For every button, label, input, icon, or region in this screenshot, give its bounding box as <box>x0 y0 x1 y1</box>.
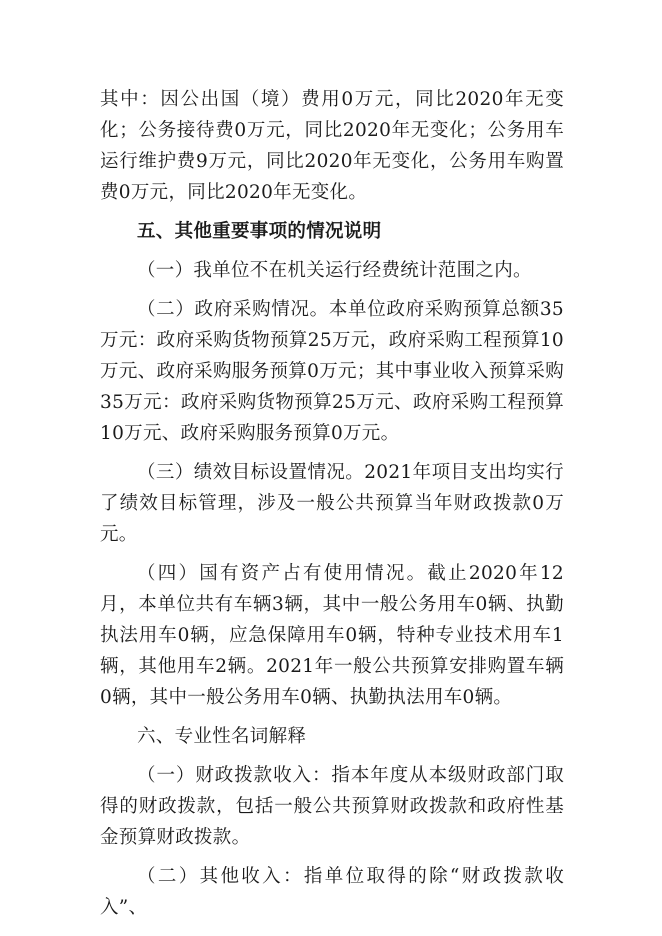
paragraph-performance-goals: （三）绩效目标设置情况。2021年项目支出均实行了绩效目标管理，涉及一般公共预算当年财政拨款0万元。 <box>100 462 564 545</box>
paragraph-state-assets: （四）国有资产占有使用情况。截止2020年12月，本单位共有车辆3辆，其中一般公务用车0辆、执勤执法用车0辆，应急保障用车0辆，特种专业技术用车1辆，其他用车2辆。2021年一般公共预算安排购置车辆0辆，其中一般公务用车0辆、执勤执法用车0辆。 <box>100 563 564 708</box>
section-heading-5: 五、其他重要事项的情况说明 <box>137 221 382 242</box>
paragraph-official-expenses: 其中：因公出国（境）费用0万元，同比2020年无变化；公务接待费0万元，同比2020年无变化；公务用车运行维护费9万元，同比2020年无变化，公务用车购置费0万元，同比2020年无变化。 <box>100 89 564 203</box>
section-heading-6: 六、专业性名词解释 <box>137 726 307 747</box>
document-page <box>100 84 564 931</box>
paragraph-operating-expenses: （一）我单位不在机关运行经费统计范围之内。 <box>137 260 532 281</box>
paragraph-fiscal-income: （一）财政拨款收入：指本年度从本级财政部门取得的财政拨款，包括一般公共预算财政拨款和政府性基金预算财政拨款。 <box>100 765 564 848</box>
paragraph-other-income: （二）其他收入：指单位取得的除“财政拨款收入”、 <box>100 866 564 918</box>
paragraph-procurement: （二）政府采购情况。本单位政府采购预算总额35万元：政府采购货物预算25万元，政府采购工程预算10万元、政府采购服务预算0万元；其中事业收入预算采购35万元：政府采购货物预算25万元、政府采购工程预算10万元、政府采购服务预算0万元。 <box>100 299 564 444</box>
